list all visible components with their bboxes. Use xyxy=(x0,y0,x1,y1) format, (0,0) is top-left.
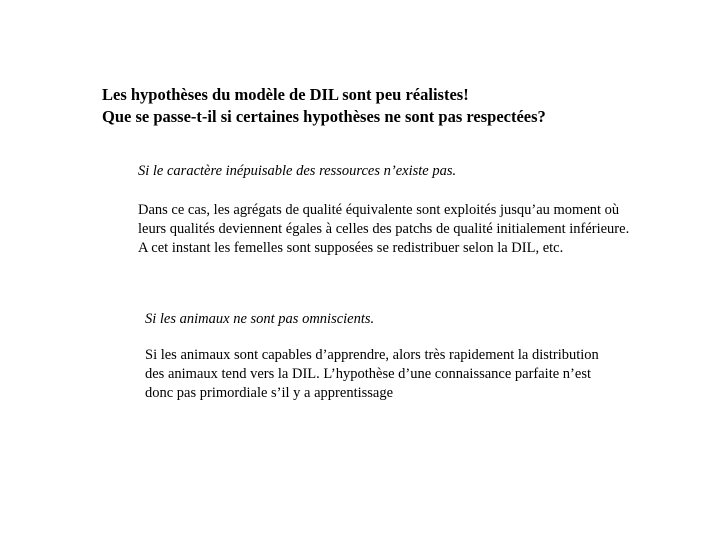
slide-title xyxy=(102,84,702,128)
body-line: des animaux tend vers la DIL. L’hypothèse d’une connaissance parfaite n’est xyxy=(145,366,591,382)
body-line: leurs qualités deviennent égales à celles des patchs de qualité initialement inférieure. xyxy=(138,221,630,237)
body-line: Dans ce cas, les agrégats de qualité équivalente sont exploités jusqu’au moment où xyxy=(138,202,620,218)
section-omniscience xyxy=(145,310,705,403)
section-heading: Si les animaux ne sont pas omniscients. xyxy=(145,311,375,327)
body-line: A cet instant les femelles sont supposées se redistribuer selon la DIL, etc. xyxy=(138,240,564,256)
section-inexhaustible-resources xyxy=(138,162,708,258)
body-line: donc pas primordiale s’il y a apprentissage xyxy=(145,385,394,401)
title-line-2: Que se passe-t-il si certaines hypothèses ne sont pas respectées? xyxy=(102,107,546,126)
section-body xyxy=(138,201,708,258)
body-line: Si les animaux sont capables d’apprendre, alors très rapidement la distribution xyxy=(145,347,599,363)
title-line-1: Les hypothèses du modèle de DIL sont peu réalistes! xyxy=(102,85,469,104)
section-body xyxy=(145,346,705,403)
section-heading: Si le caractère inépuisable des ressources n’existe pas. xyxy=(138,163,457,179)
